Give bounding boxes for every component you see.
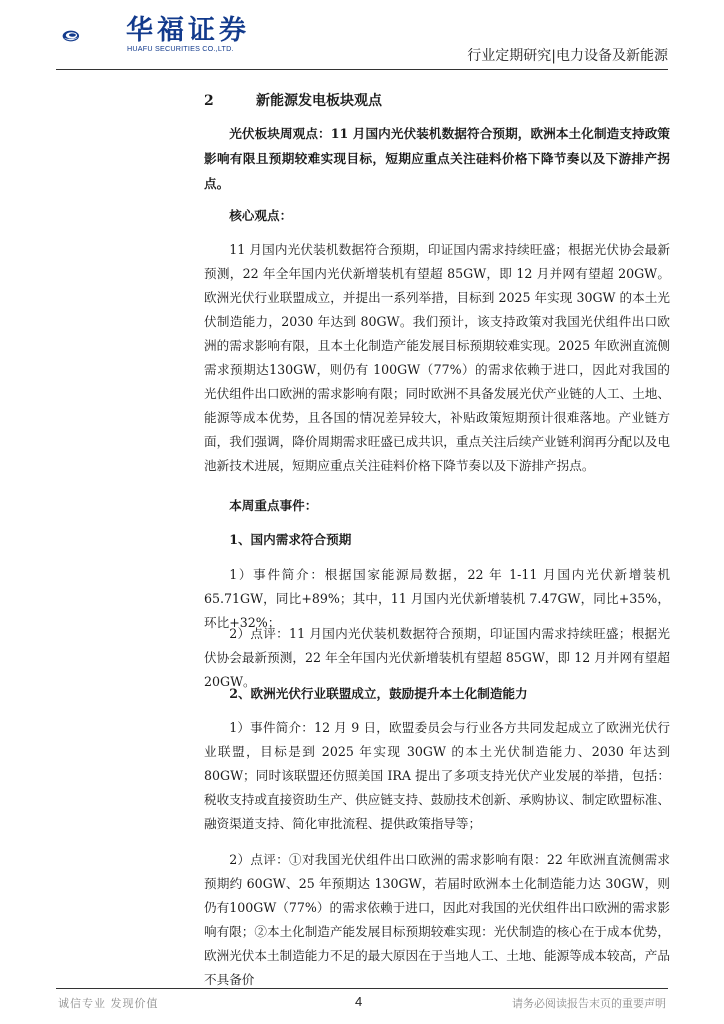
huafu-logo-icon [62,14,122,58]
footer-slogan: 诚信专业 发现价值 [58,997,159,1010]
event-2-comment: 2）点评：①对我国光伏组件出口欧洲的需求影响有限：22 年欧洲直流侧需求预期约 60GW、25 年预期达 130GW，若届时欧洲本土化制造能力达 30GW，则仍有100GW（77%）的需求依赖于进口，因此对我国的光伏组件出口欧洲的需求影响有限；②本土化制造产能发展目标预期较难实现：光伏制造的核心在于成本优势，欧洲光伏本土制造能力不足的最大原因在于当地人工、土地、能源等成本较高，产品不具备价 [204,852,670,987]
core-view-label: 核心观点： [229,208,293,223]
report-category: 行业定期研究|电力设备及新能源 [467,48,668,64]
events-label: 本周重点事件： [229,498,318,513]
footer-divider [56,988,668,989]
event-1-brief: 1）事件简介：根据国家能源局数据，22 年 1-11 月国内光伏新增装机 65.71GW，同比+89%；其中，11 月国内光伏新增装机 7.47GW，同比+35%，环比+32%； [204,567,670,630]
weekly-view-label: 光伏板块周观点： [229,126,331,141]
event-2-title: 2、欧洲光伏行业联盟成立，鼓励提升本土化制造能力 [229,686,528,701]
section-heading [204,90,382,110]
weekly-view-text: 11 月国内光伏装机数据符合预期，欧洲本土化制造支持政策影响有限且预期较难实现目标，短期应重点关注硅料价格下降节奏以及下游排产拐点。 [204,126,671,191]
section-title: 新能源发电板块观点 [256,93,382,109]
header-divider [56,69,668,70]
section-number: 2 [204,93,214,109]
logo-english-name: HUAFU SECURITIES CO.,LTD. [127,44,234,53]
event-1-title: 1、国内需求符合预期 [229,532,352,547]
weekly-view-paragraph [204,121,670,196]
logo-chinese-name: 华福证券 [126,15,250,46]
event-1-comment: 2）点评：11 月国内光伏装机数据符合预期，印证国内需求持续旺盛；根据光伏协会最新预测，22 年全年国内光伏新增装机有望超 85GW，即 12 月并网有望超 20GW。 [204,626,670,689]
core-view-text: 11 月国内光伏装机数据符合预期，印证国内需求持续旺盛；根据光伏协会最新预测，22 年全年国内光伏新增装机有望超 85GW，即 12 月并网有望超 20GW。欧洲光伏行业联盟成立，并提出一系列举措，目标到 2025 年实现 30GW 的本土光伏制造能力，2030 年达到 80GW。我们预计，该支持政策对我国光伏组件出口欧洲的需求影响有限，且本土化制造产能发展目标预期较难实现。2025 年欧洲直流侧需求预期达130GW，则仍有 100GW（77%）的需求依赖于进口，因此对我国的光伏组件出口欧洲的需求影响有限；同时欧洲不具备发展光伏产业链的人工、土地、能源等成本优势，且各国的情况差异较大，补贴政策短期预计很难落地。产业链方面，我们强调，降价周期需求旺盛已成共识，重点关注后续产业链利润再分配以及电池新技术进展，短期应重点关注硅料价格下降节奏以及下游排产拐点。 [204,242,670,473]
page-number: 4 [355,994,363,1009]
footer-disclaimer: 请务必阅读报告末页的重要声明 [512,997,666,1010]
event-2-brief: 1）事件简介：12 月 9 日，欧盟委员会与行业各方共同发起成立了欧洲光伏行业联盟，目标是到 2025 年实现 30GW 的本土光伏制造能力、2030 年达到 80GW；同时该联盟还仿照美国 IRA 提出了多项支持光伏产业发展的举措，包括：税收支持或直接资助生产、供应链支持、鼓励技术创新、承购协议、制定欧盟标准、融资渠道支持、简化审批流程、提供政策指导等； [204,720,670,831]
